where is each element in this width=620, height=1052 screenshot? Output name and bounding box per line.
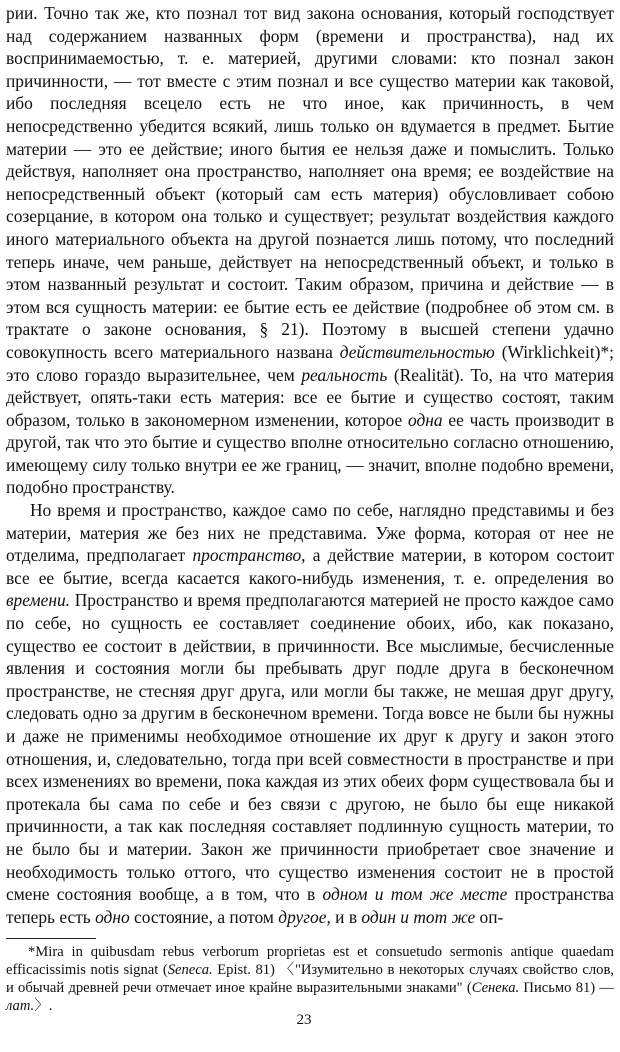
text-run: (Realität). То, на что материя действует, опять-таки есть материя: все ее бытие и существо состоят, таким образом, только в закономерном изменении, которое	[6, 364, 614, 430]
text-run: Письмо 81) —	[519, 980, 614, 997]
text-run: ее часть производит в другой, так что это бытие и существо вполне относительно согласно отношению, имеющему силу только внутри ее же границ, — значит, вполне подобно времени, подобно пространству.	[6, 409, 614, 498]
text-run: 〉.	[34, 998, 53, 1015]
book-page	[6, 2, 614, 1050]
italic-run: другое,	[278, 906, 331, 927]
italic-run: одна	[408, 409, 443, 430]
paragraph-1	[6, 2, 614, 499]
footnote	[6, 943, 614, 1015]
italic-run: времени.	[6, 590, 71, 611]
italic-run: пространство,	[192, 545, 306, 566]
text-run: и в	[330, 906, 362, 927]
italic-run: реальность	[301, 364, 388, 385]
text-run: оп-	[475, 906, 504, 927]
page-number: 23	[296, 1012, 312, 1028]
text-run: Пространство и время предполагаются материей не просто каждое само по себе, но сущность ее составляет соединение обоих, ибо, как показано, существо ее состоит в действии, в причинности. Все мыслимые, бесчисленные явления и состояния могли бы пребывать друг подле друга в бесконечном пространстве, не стесняя друг друга, или могли бы также, не мешая друг другу, следовать одно за другим в бесконечном времени. Тогда вовсе не были бы нужны и даже не применимы необходимое отношение их друг к другу и закон этого отношения, и, следовательно, тогда при всей совместности в пространстве и при всех изменениях во времени, пока каждая из этих обеих форм существовала бы и протекала бы сама по себе и без связи с другою, не было бы еще никакой причинности, а так как последняя составляет подлинную сущность материи, то не было бы и материи. Закон же причинности приобретает свое значение и необходимость только оттого, что существо изменения состоит не в простой смене состояния вообще, а в том, что в	[6, 590, 614, 905]
footnote-divider	[6, 938, 96, 939]
text-run: а действие материи, в котором состоит все ее бытие, всегда касается какого-нибудь изменения, т. е. определения во	[6, 545, 615, 588]
italic-run: Seneca.	[167, 962, 213, 979]
italic-run: лат.	[6, 998, 35, 1015]
italic-run: действительностью	[339, 341, 495, 362]
text-run: *Mira in quibusdam rebus verborum proprietas est et consuetudo sermonis antique quaedam efficacissimis notis signat (	[6, 944, 614, 979]
italic-run: Сенека.	[471, 980, 520, 997]
italic-run: одном и том же месте	[322, 884, 508, 905]
text-run: Epist. 81) 〈"Изумительно в некоторых случаях свойство слов, и обычай древней речи отмечает иное крайне выразительными знаками" (	[6, 962, 614, 997]
text-run: рии. Точно так же, кто познал тот вид закона основания, который господствует над содержанием названных форм (времени и пространства), над их воспринимаемостью, т. е. материей, другими словами: кто познал закон причинности, — тот вместе с этим познал и все существо материи как таковой, ибо последняя всецело есть не что иное, как причинность, в чем непосредственно убедится всякий, лишь только он вдумается в предмет. Бытие материи — это ее действие; иного бытия ее нельзя даже и помыслить. Только действуя, наполняет она пространство, наполняет она время; ее воздействие на непосредственный объект (который сам есть материя) обусловливает собою созерцание, в котором она только и существует; результат воздействия каждого иного материального объекта на другой познается лишь потому, что последний теперь иначе, чем раньше, действует на непосредственный объект, и только в этом названный результат и состоит. Таким образом, причина и действие — в этом вся сущность материи: ее бытие есть ее действие (подробнее об этом см. в трактате о законе основания, § 21). Поэтому в высшей степени удачно совокупность всего материального названа	[6, 3, 614, 362]
text-run: Но время и пространство, каждое само по себе, наглядно представимы и без материи, материя же без них не представима. Уже форма, которая от нее не отделима, предполагает	[6, 500, 614, 566]
text-run: пространства теперь есть	[6, 884, 614, 927]
text-run: состояние, а потом	[129, 906, 279, 927]
main-text	[6, 2, 614, 928]
paragraph-2	[6, 499, 614, 928]
italic-run: одно	[95, 906, 130, 927]
italic-run: один и тот же	[361, 906, 476, 927]
text-run: (Wirklichkeit)*; это слово гораздо выразительнее, чем	[6, 341, 614, 385]
